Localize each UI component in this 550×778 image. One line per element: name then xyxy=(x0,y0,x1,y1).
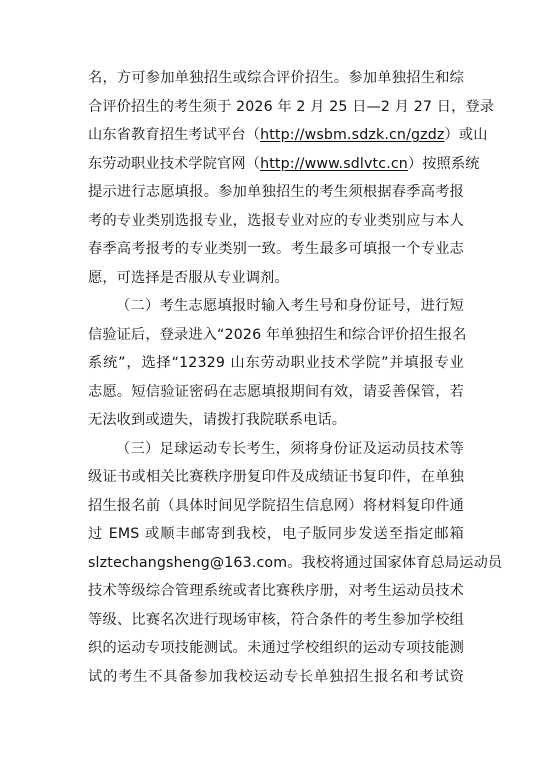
text-line: 合评价招生的考生须于 2026 年 2 月 25 日—2 月 27 日，登录 xyxy=(88,98,495,115)
email-line: slztechangsheng@163.com。我校将通过国家体育总局运动员 xyxy=(88,554,503,571)
text-line: 春季高考报考的专业类别一致。考生最多可填报一个专业志 xyxy=(88,241,464,257)
text-line-with-link xyxy=(88,150,480,179)
text-line: 招生报名前（具体时间见学院招生信息网）将材料复印件通 xyxy=(88,497,464,514)
text-line: 等级、比赛名次进行现场审核，符合条件的考生参加学校组 xyxy=(88,611,464,628)
text-fragment: ）按照系统 xyxy=(407,155,480,172)
document-body xyxy=(88,64,503,691)
text-line: 考的专业类别选报专业，选报专业对应的专业类别应与本人 xyxy=(88,212,464,229)
text-line: （三）足球运动专长考生，须将身份证及运动员技术等 xyxy=(116,440,464,457)
text-line: 愿，可选择是否服从专业调剂。 xyxy=(88,269,289,286)
text-fragment: ）或山 xyxy=(444,127,488,143)
text-line-with-link xyxy=(88,121,488,150)
text-line: 系统”，选择“12329 山东劳动职业技术学院”并填报专业 xyxy=(88,355,464,371)
text-fragment: 东劳动职业技术学院官网（ xyxy=(88,155,261,172)
text-line: 名，方可参加单独招生或综合评价招生。参加单独招生和综 xyxy=(88,70,464,86)
text-line: 过 EMS 或顺丰邮寄到我校，电子版同步发送至指定邮箱 xyxy=(88,526,464,542)
text-line: 志愿。短信验证密码在志愿填报期间有效，请妥善保管，若 xyxy=(88,383,464,400)
text-line: 无法收到或遗失，请拨打我院联系电话。 xyxy=(88,412,347,428)
text-line: 信验证后，登录进入“2026 年单独招生和综合评价招生报名 xyxy=(88,326,467,343)
exam-platform-link[interactable]: http://wsbm.sdzk.cn/gzdz xyxy=(260,127,445,143)
text-line: 技术等级综合管理系统或者比赛秩序册，对考生运动员技术 xyxy=(88,583,464,599)
text-line: 试的考生不具备参加我校运动专长单独招生报名和考试资 xyxy=(88,668,464,685)
text-line: 织的运动专项技能测试。未通过学校组织的运动专项技能测 xyxy=(88,640,464,656)
text-line: （二）考生志愿填报时输入考生号和身份证号，进行短 xyxy=(116,298,464,314)
text-line: 提示进行志愿填报。参加单独招生的考生须根据春季高考报 xyxy=(88,184,464,200)
text-fragment: 山东省教育招生考试平台（ xyxy=(88,127,261,143)
text-line: 级证书或相关比赛秩序册复印件及成绩证书复印件，在单独 xyxy=(88,469,464,485)
college-website-link[interactable]: http://www.sdlvtc.cn xyxy=(260,155,408,172)
